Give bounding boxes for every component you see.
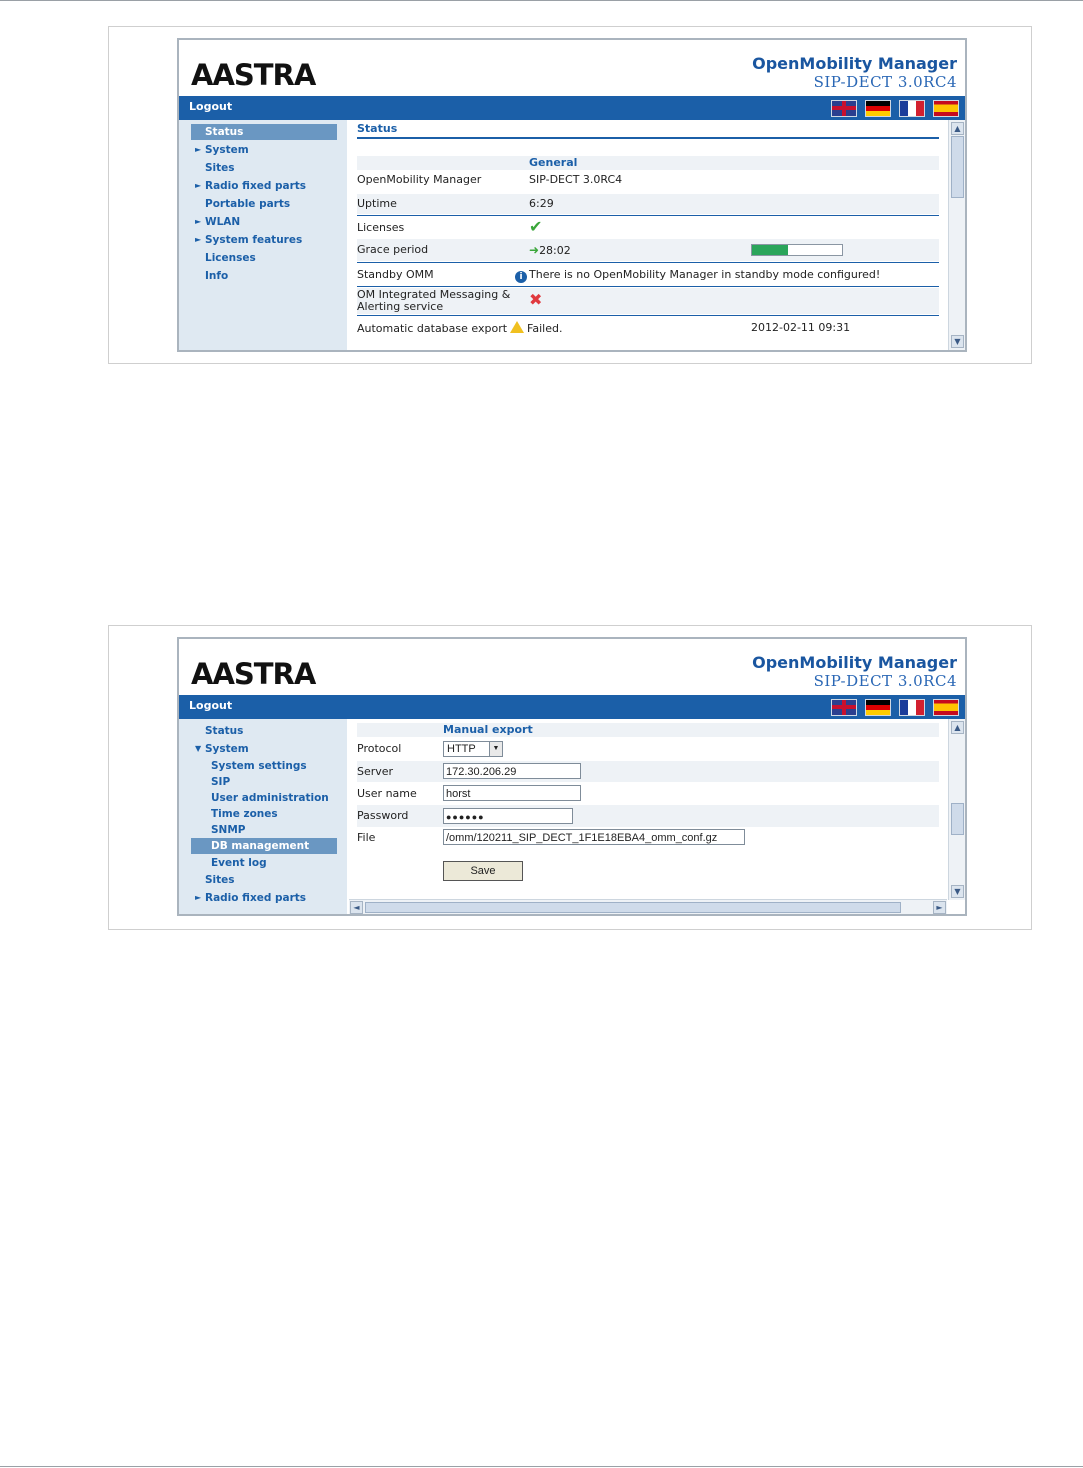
scroll-up-icon[interactable]: ▲ <box>951 721 964 734</box>
sidebar-item-label: Radio fixed parts <box>205 180 307 192</box>
sidebar-item-label: User administration <box>211 792 329 804</box>
sidebar-item-event-log[interactable] <box>191 855 337 871</box>
de-flag-icon[interactable] <box>865 699 891 716</box>
title-divider <box>357 137 939 139</box>
protocol-label: Protocol <box>357 742 402 755</box>
db-export-row <box>357 318 939 338</box>
uptime-row <box>357 194 939 214</box>
aastra-logo: AASTRA <box>191 657 316 691</box>
sidebar-item-db-management[interactable] <box>191 838 337 854</box>
omm-value: SIP-DECT 3.0RC4 <box>529 173 623 186</box>
sidebar-item-sip[interactable] <box>191 774 337 790</box>
scroll-up-icon[interactable]: ▲ <box>951 122 964 135</box>
expand-arrow-icon: ► <box>195 235 202 244</box>
sidebar-item-portable-parts[interactable] <box>191 196 337 212</box>
sidebar-item-sites[interactable] <box>191 872 337 888</box>
group-header-row <box>357 156 939 170</box>
sidebar-item-label: Licenses <box>205 252 256 264</box>
sidebar-item-label: Sites <box>205 162 235 174</box>
collapse-arrow-icon: ▼ <box>195 744 202 753</box>
sidebar-item-system[interactable] <box>191 142 337 158</box>
language-flags <box>831 699 959 716</box>
db-export-time: 2012-02-11 09:31 <box>751 321 851 334</box>
sidebar-item-label: Sites <box>205 874 235 886</box>
sidebar-item-snmp[interactable] <box>191 822 337 838</box>
file-row <box>357 827 939 849</box>
standby-label: Standby OMM <box>357 268 434 281</box>
language-flags <box>831 100 959 117</box>
file-label: File <box>357 831 376 844</box>
vertical-scrollbar[interactable] <box>948 719 965 900</box>
sidebar-item-time-zones[interactable] <box>191 806 337 822</box>
top-bar <box>179 695 965 719</box>
warning-icon <box>510 321 524 333</box>
sidebar-item-label: Status <box>205 126 244 138</box>
omm-window-db-management <box>177 637 967 916</box>
licenses-row <box>357 218 939 238</box>
scroll-left-icon[interactable]: ◄ <box>350 901 363 914</box>
horizontal-scroll-thumb[interactable] <box>365 902 901 913</box>
info-icon: i <box>515 271 527 283</box>
horizontal-scrollbar[interactable] <box>349 899 947 914</box>
app-version: SIP-DECT 3.0RC4 <box>813 672 957 690</box>
uk-flag-icon[interactable] <box>831 699 857 716</box>
chevron-down-icon[interactable]: ▼ <box>489 742 502 756</box>
protocol-row <box>357 739 939 759</box>
username-row <box>357 783 939 805</box>
db-export-label-text: Automatic database export <box>357 322 508 335</box>
sidebar-item-licenses[interactable] <box>191 250 337 266</box>
sidebar-item-label: SIP <box>211 776 231 788</box>
password-input[interactable]: ●●●●●● <box>443 808 573 824</box>
omm-row <box>357 173 939 191</box>
fr-flag-icon[interactable] <box>899 100 925 117</box>
omm-label: OpenMobility Manager <box>357 173 482 186</box>
sidebar-item-wlan[interactable] <box>191 214 337 230</box>
expand-arrow-icon: ► <box>195 181 202 190</box>
standby-row <box>357 265 939 285</box>
db-export-label <box>357 321 562 335</box>
file-input[interactable]: /omm/120211_SIP_DECT_1F1E18EBA4_omm_conf.gz <box>443 829 745 845</box>
sidebar-item-label: Info <box>205 270 229 282</box>
figure-frame-db-management <box>108 625 1032 930</box>
app-version: SIP-DECT 3.0RC4 <box>813 73 957 91</box>
sidebar-item-system[interactable] <box>191 741 337 757</box>
save-row <box>357 859 939 883</box>
row-divider <box>357 315 939 316</box>
top-rule <box>0 0 1083 1</box>
uptime-label: Uptime <box>357 197 397 210</box>
row-divider <box>357 262 939 263</box>
app-title: OpenMobility Manager <box>752 54 957 73</box>
uptime-value: 6:29 <box>529 197 554 210</box>
sidebar-item-label: Event log <box>211 857 267 869</box>
bottom-rule <box>0 1466 1083 1467</box>
app-branding <box>752 653 957 690</box>
scroll-down-icon[interactable]: ▼ <box>951 335 964 348</box>
checkmark-icon: ✔ <box>529 217 543 236</box>
sidebar-item-info[interactable] <box>191 268 337 284</box>
omm-window-status <box>177 38 967 352</box>
top-bar <box>179 96 965 120</box>
es-flag-icon[interactable] <box>933 699 959 716</box>
app-branding <box>752 54 957 91</box>
uk-flag-icon[interactable] <box>831 100 857 117</box>
es-flag-icon[interactable] <box>933 100 959 117</box>
group-header: Manual export <box>443 723 533 736</box>
de-flag-icon[interactable] <box>865 100 891 117</box>
save-button[interactable]: Save <box>443 861 523 881</box>
sidebar-item-label: Status <box>205 725 244 737</box>
standby-cell <box>515 268 880 283</box>
sidebar-item-label: Time zones <box>211 808 278 820</box>
server-row <box>357 761 939 782</box>
sidebar-item-system-settings[interactable] <box>191 758 337 774</box>
sidebar-item-sites[interactable] <box>191 160 337 176</box>
expand-arrow-icon: ► <box>195 217 202 226</box>
logout-link[interactable]: Logout <box>189 100 233 113</box>
arrow-icon: ➜ <box>529 243 540 257</box>
sidebar-item-radio-fixed-parts[interactable] <box>191 178 337 194</box>
row-divider <box>357 286 939 287</box>
logout-link[interactable]: Logout <box>189 699 233 712</box>
password-row <box>357 805 939 827</box>
sidebar-item-label: DB management <box>211 840 310 852</box>
password-label: Password <box>357 809 409 822</box>
sidebar-item-label: WLAN <box>205 216 241 228</box>
sidebar-item-radio-fixed-parts[interactable] <box>191 890 337 906</box>
header <box>179 40 965 96</box>
expand-arrow-icon: ► <box>195 893 202 902</box>
sidebar-item-label: System settings <box>211 760 307 772</box>
sidebar-nav <box>179 719 347 914</box>
sidebar-item-status[interactable] <box>191 124 337 140</box>
group-header: General <box>529 156 578 169</box>
sidebar-nav <box>179 120 347 350</box>
sidebar-item-status[interactable] <box>191 723 337 739</box>
group-header-row <box>357 723 939 737</box>
protocol-select[interactable] <box>443 741 503 757</box>
messaging-label-line1: OM Integrated Messaging & <box>357 288 511 301</box>
username-input[interactable]: horst <box>443 785 581 801</box>
row-divider <box>357 215 939 216</box>
scroll-down-icon[interactable]: ▼ <box>951 885 964 898</box>
app-title: OpenMobility Manager <box>752 653 957 672</box>
sidebar-item-system-features[interactable] <box>191 232 337 248</box>
expand-arrow-icon: ► <box>195 145 202 154</box>
section-title: Status <box>357 122 398 135</box>
figure-frame-status <box>108 26 1032 364</box>
sidebar-item-label: System features <box>205 234 303 246</box>
grace-period-value: 28:02 <box>539 244 571 257</box>
messaging-label <box>357 289 510 313</box>
vertical-scrollbar[interactable] <box>948 120 965 350</box>
grace-period-cell <box>529 243 571 257</box>
scroll-thumb[interactable] <box>951 136 964 198</box>
db-export-value: Failed. <box>527 322 563 335</box>
server-label: Server <box>357 765 394 778</box>
messaging-row <box>357 288 939 314</box>
cross-icon: ✖ <box>529 290 543 309</box>
sidebar-item-label: SNMP <box>211 824 246 836</box>
sidebar-item-label: System <box>205 144 249 156</box>
status-content <box>349 120 947 350</box>
aastra-logo: AASTRA <box>191 58 316 92</box>
protocol-value: HTTP <box>447 743 476 755</box>
scroll-thumb[interactable] <box>951 803 964 835</box>
licenses-label: Licenses <box>357 221 405 234</box>
messaging-label-line2: Alerting service <box>357 300 444 313</box>
fr-flag-icon[interactable] <box>899 699 925 716</box>
db-management-content <box>349 719 947 900</box>
sidebar-item-label: System <box>205 743 249 755</box>
grace-period-row <box>357 239 939 261</box>
sidebar-item-label: Radio fixed parts <box>205 892 307 904</box>
header <box>179 639 965 695</box>
sidebar-item-label: Portable parts <box>205 198 291 210</box>
grace-progress-fill <box>752 245 788 255</box>
username-label: User name <box>357 787 417 800</box>
grace-progress-bar <box>751 244 843 256</box>
grace-period-label: Grace period <box>357 243 429 256</box>
scroll-right-icon[interactable]: ► <box>933 901 946 914</box>
sidebar-item-user-administration[interactable] <box>191 790 337 806</box>
server-input[interactable]: 172.30.206.29 <box>443 763 581 779</box>
standby-value: There is no OpenMobility Manager in standby mode configured! <box>529 268 881 281</box>
